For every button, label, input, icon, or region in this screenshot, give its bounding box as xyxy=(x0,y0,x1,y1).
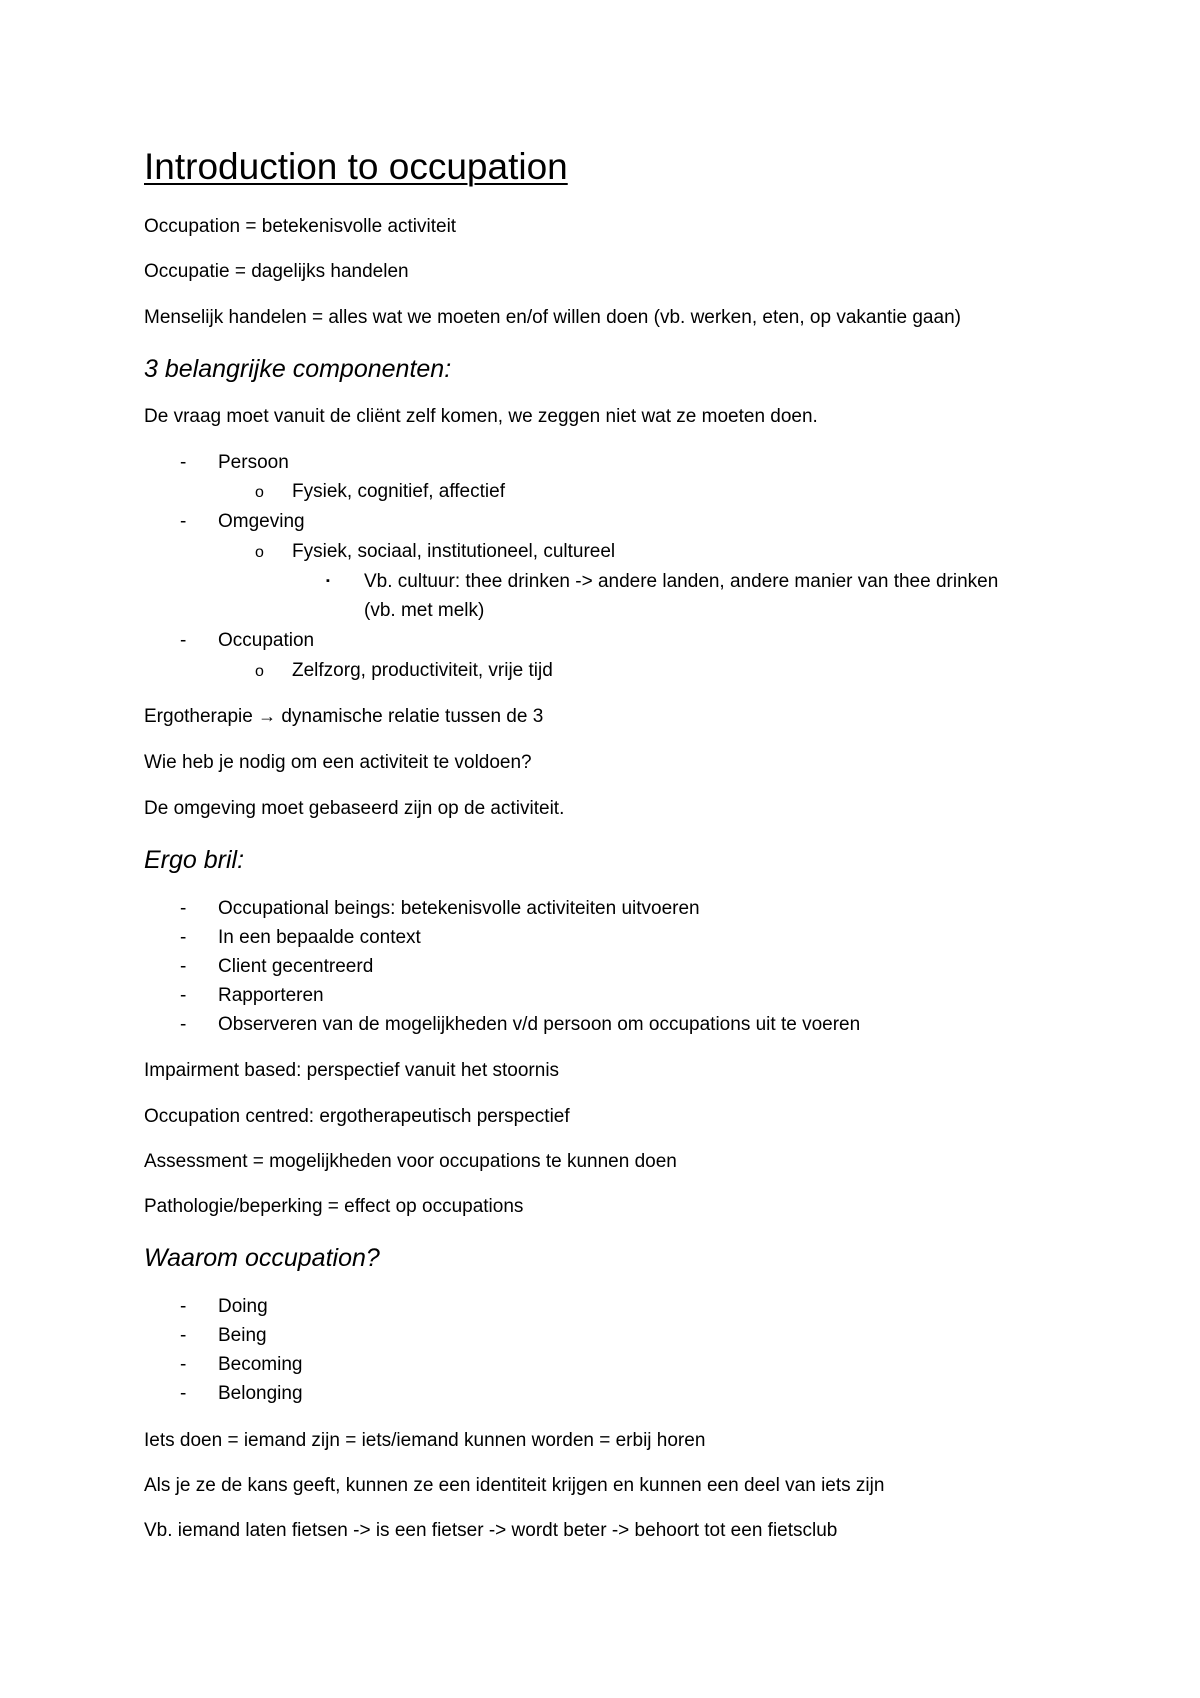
dash-bullet: - xyxy=(180,1296,187,1317)
list-item-label: Persoon xyxy=(218,452,289,473)
circle-bullet: o xyxy=(255,484,264,501)
arrow-right-icon: → xyxy=(258,706,277,726)
list-item-label: Vb. cultuur: thee drinken -> andere landen, andere manier van thee drinken xyxy=(364,571,999,592)
list-item-label: Zelfzorg, productiviteit, vrije tijd xyxy=(292,660,553,681)
dash-bullet: - xyxy=(180,1354,187,1375)
list-item-label: Occupation xyxy=(218,630,315,651)
list-item-label: Becoming xyxy=(218,1354,303,1375)
list-item-label: Fysiek, sociaal, institutioneel, cultureel xyxy=(292,541,616,562)
paragraph-occupation-centred: Occupation centred: ergotherapeutisch perspectief xyxy=(144,1106,570,1127)
list-item-label: Being xyxy=(218,1325,267,1346)
dash-bullet: - xyxy=(180,452,187,473)
list-item-label: Observeren van de mogelijkheden v/d persoon om occupations uit te voeren xyxy=(218,1014,861,1035)
dash-bullet: - xyxy=(180,1383,187,1404)
dash-bullet: - xyxy=(180,927,187,948)
circle-bullet: o xyxy=(255,663,264,680)
intro-paragraph-menselijk-handelen: Menselijk handelen = alles wat we moeten en/of willen doen (vb. werken, eten, op vakantie gaan) xyxy=(144,307,961,328)
paragraph-text: Ergotherapie xyxy=(144,706,253,727)
list-item-label: In een bepaalde context xyxy=(218,927,421,948)
paragraph-text: dynamische relatie tussen de 3 xyxy=(281,706,544,727)
paragraph-omgeving-gebaseerd: De omgeving moet gebaseerd zijn op de activiteit. xyxy=(144,798,565,819)
paragraph-assessment: Assessment = mogelijkheden voor occupations te kunnen doen xyxy=(144,1151,677,1172)
list-item-label: Client gecentreerd xyxy=(218,956,374,977)
dash-bullet: - xyxy=(180,511,187,532)
dash-bullet: - xyxy=(180,1014,187,1035)
square-bullet: ▪ xyxy=(326,575,330,587)
list-item-label: Doing xyxy=(218,1296,268,1317)
list-item-label: Omgeving xyxy=(218,511,305,532)
paragraph-kans-geeft: Als je ze de kans geeft, kunnen ze een identiteit krijgen en kunnen een deel van iets zijn xyxy=(144,1475,885,1496)
section-heading-waarom-occupation: Waarom occupation? xyxy=(144,1244,380,1272)
dash-bullet: - xyxy=(180,985,187,1006)
paragraph-pathologie: Pathologie/beperking = effect op occupations xyxy=(144,1196,524,1217)
section-heading-ergo-bril: Ergo bril: xyxy=(144,846,245,874)
list-item-label: Rapporteren xyxy=(218,985,324,1006)
document-title: Introduction to occupation xyxy=(144,146,568,187)
paragraph-ergotherapie xyxy=(144,706,543,729)
intro-paragraph-occupation: Occupation = betekenisvolle activiteit xyxy=(144,216,457,237)
dash-bullet: - xyxy=(180,956,187,977)
dash-bullet: - xyxy=(180,898,187,919)
list-item-label: Belonging xyxy=(218,1383,303,1404)
section-heading-componenten: 3 belangrijke componenten: xyxy=(144,355,452,383)
paragraph-iets-doen: Iets doen = iemand zijn = iets/iemand kunnen worden = erbij horen xyxy=(144,1430,706,1451)
list-item-label: Occupational beings: betekenisvolle activiteiten uitvoeren xyxy=(218,898,700,919)
intro-paragraph-occupatie: Occupatie = dagelijks handelen xyxy=(144,261,409,282)
list-item-label: (vb. met melk) xyxy=(364,600,485,621)
paragraph-impairment-based: Impairment based: perspectief vanuit het stoornis xyxy=(144,1060,560,1081)
paragraph-voorbeeld-fietsen: Vb. iemand laten fietsen -> is een fietser -> wordt beter -> behoort tot een fietsclub xyxy=(144,1520,838,1541)
dash-bullet: - xyxy=(180,1325,187,1346)
paragraph-vraag-client: De vraag moet vanuit de cliënt zelf komen, we zeggen niet wat ze moeten doen. xyxy=(144,406,818,427)
circle-bullet: o xyxy=(255,544,264,561)
paragraph-wie-heb-je-nodig: Wie heb je nodig om een activiteit te voldoen? xyxy=(144,752,532,773)
list-item-label: Fysiek, cognitief, affectief xyxy=(292,481,505,502)
dash-bullet: - xyxy=(180,630,187,651)
